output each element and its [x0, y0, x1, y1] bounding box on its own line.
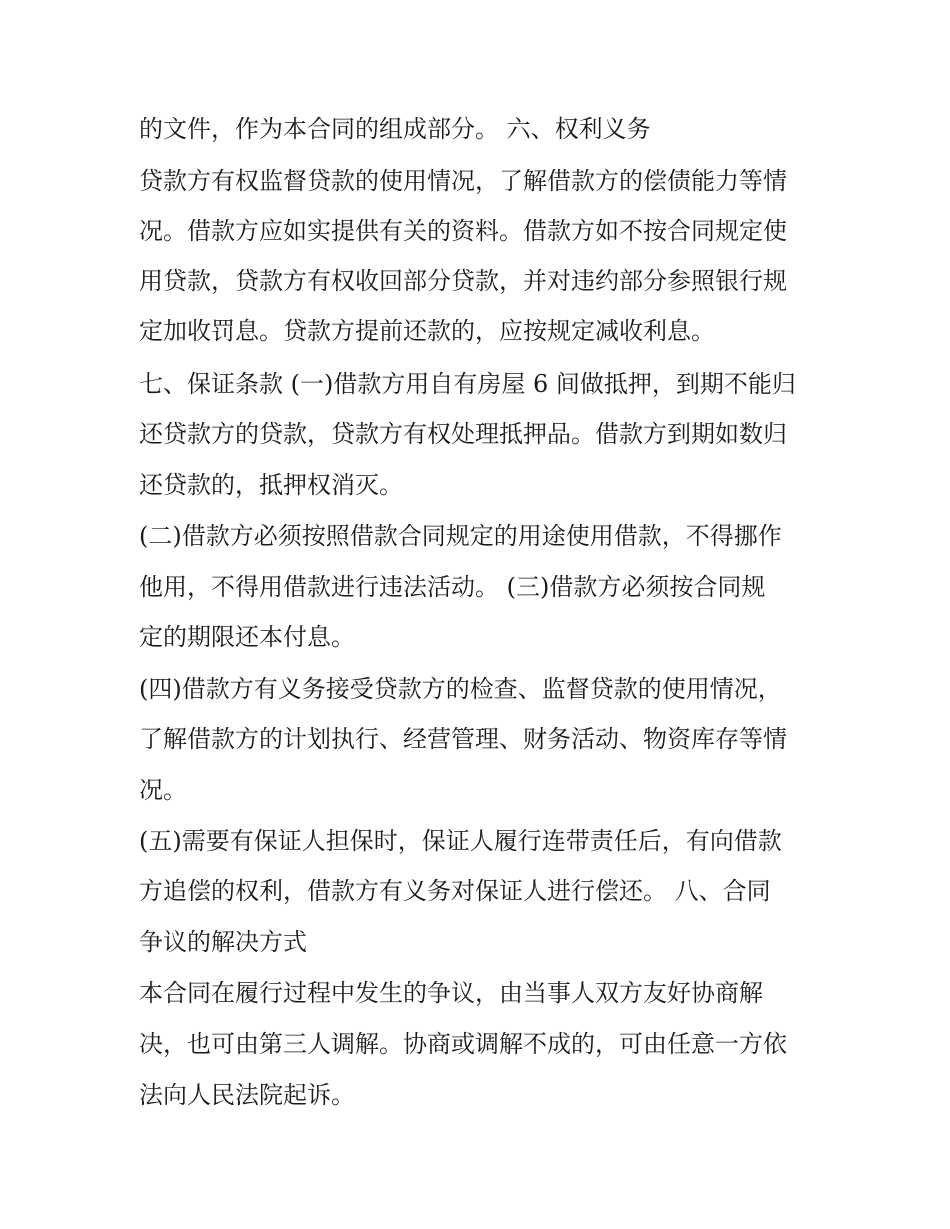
text-line: 定的期限还本付息。 — [139, 623, 355, 651]
text-line: 用贷款，贷款方有权收回部分贷款，并对违约部分参照银行规 — [139, 267, 787, 295]
text-line: 法向人民法院起诉。 — [139, 1081, 355, 1109]
text-line: 方追偿的权利，借款方有义务对保证人进行偿还。 八、合同 — [139, 877, 771, 905]
text-line: 他用，不得用借款进行违法活动。 (三)借款方必须按合同规 — [139, 573, 766, 601]
text-line: 贷款方有权监督贷款的使用情况，了解借款方的偿债能力等情 — [139, 167, 787, 195]
text-line: 了解借款方的计划执行、经营管理、财务活动、物资库存等情 — [139, 725, 787, 753]
text-line: (五)需要有保证人担保时，保证人履行连带责任后，有向借款 — [139, 827, 782, 855]
text-line: 决，也可由第三人调解。协商或调解不成的，可由任意一方依 — [139, 1030, 787, 1058]
text-line: (二)借款方必须按照借款合同规定的用途使用借款，不得挪作 — [139, 522, 782, 550]
text-line: 定加收罚息。贷款方提前还款的，应按规定减收利息。 — [139, 317, 715, 345]
text-line: 况。 — [139, 776, 187, 804]
text-line: 本合同在履行过程中发生的争议，由当事人双方友好协商解 — [139, 979, 763, 1007]
text-line: 争议的解决方式 — [139, 928, 307, 956]
text-line: 还贷款方的贷款，贷款方有权处理抵押品。借款方到期如数归 — [139, 420, 787, 448]
text-line: 七、保证条款 (一)借款方用自有房屋 6 间做抵押，到期不能归 — [139, 370, 796, 398]
text-line: 的文件，作为本合同的组成部分。 六、权利义务 — [139, 115, 651, 143]
text-line: 况。借款方应如实提供有关的资料。借款方如不按合同规定使 — [139, 217, 787, 245]
text-line: 还贷款的，抵押权消灭。 — [139, 471, 403, 499]
text-line: (四)借款方有义务接受贷款方的检查、监督贷款的使用情况， — [139, 675, 782, 703]
